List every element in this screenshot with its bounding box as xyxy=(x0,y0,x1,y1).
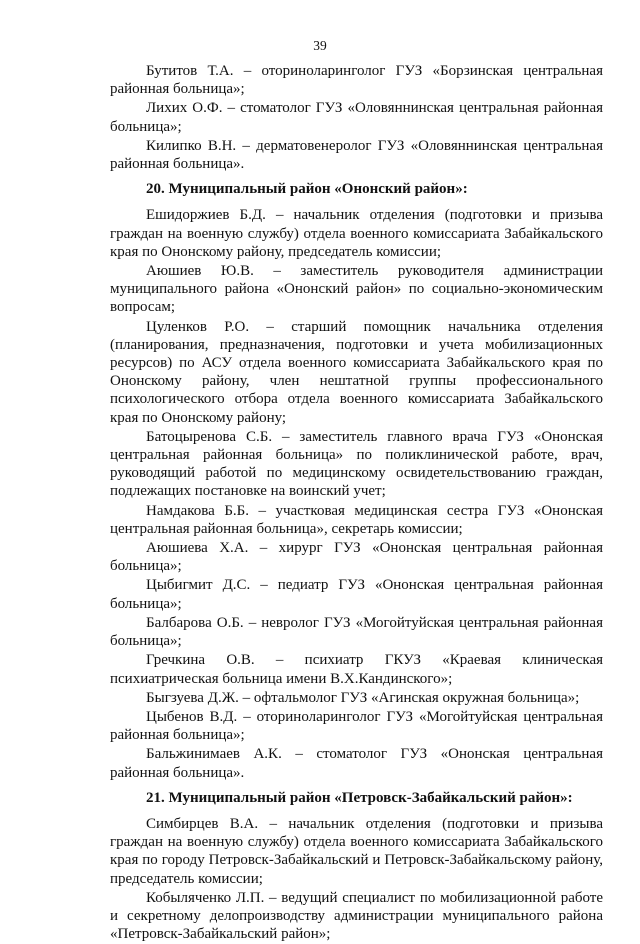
paragraph-bygzueva: Быгзуева Д.Ж. – офтальмолог ГУЗ «Агинская окружная больница»; xyxy=(146,689,580,706)
paragraph-tsulenkov: Цуленков Р.О. – старший помощник начальника отделения (планирования, предназначения, подготовки и учета мобилизационных ресурсов) по АСУ отдела военного комиссариата Забайкальского края по Ононскому району, член нештатной группы профессионального психологического отбора отдела военного комиссариата Забайкальского края по Ононскому району; xyxy=(110,318,603,426)
paragraph-batotsyrenova: Батоцыренова С.Б. – заместитель главного врача ГУЗ «Ононская центральная районная больница» по поликлинической работе, врач, руководящий работой по медицинскому освидетельствованию граждан, подлежащих постановке на воинский учет; xyxy=(110,428,603,500)
paragraph-lihih: Лихих О.Ф. – стоматолог ГУЗ «Оловяннинская центральная районная больница»; xyxy=(110,100,603,135)
paragraph-tsybenov: Цыбенов В.Д. – оториноларинголог ГУЗ «Могойтуйская центральная районная больница»; xyxy=(110,708,603,744)
section-21-heading: 21. Муниципальный район «Петровск-Забайкальский район»: xyxy=(146,789,573,806)
page-number: 39 xyxy=(313,38,327,53)
paragraph-simbirtsev: Симбирцев В.А. – начальник отделения (подготовки и призыва граждан на военную службу) отдела военного комиссариата Забайкальского края по городу Петровск-Забайкальский и Петровск-Забайкальскому району, председатель комиссии; xyxy=(110,815,603,887)
document-body xyxy=(110,62,603,944)
paragraph-ayushieva: Аюшиева Х.А. – хирург ГУЗ «Ононская центральная районная больница»; xyxy=(110,540,603,575)
section-20-heading: 20. Муниципальный район «Ононский район»: xyxy=(146,181,468,198)
paragraph-kilipko: Килипко В.Н. – дерматовенеролог ГУЗ «Оловяннинская центральная районная больница». xyxy=(110,137,603,173)
paragraph-tsybigmit: Цыбигмит Д.С. – педиатр ГУЗ «Ононская центральная районная больница»; xyxy=(110,577,603,612)
paragraph-balzhinimaev: Бальжинимаев А.К. – стоматолог ГУЗ «Ононская центральная районная больница». xyxy=(110,746,603,781)
paragraph-namdakova: Намдакова Б.Б. – участковая медицинская сестра ГУЗ «Ононская центральная районная больница», секретарь комиссии; xyxy=(110,502,603,537)
paragraph-kobylyachenko: Кобыляченко Л.П. – ведущий специалист по мобилизационной работе и секретному делопроизводству администрации муниципального района «Петровск-Забайкальский район»; xyxy=(110,889,603,943)
paragraph-ayushiev: Аюшиев Ю.В. – заместитель руководителя администрации муниципального района «Ононский район» по социально-экономическим вопросам; xyxy=(110,263,603,316)
paragraph-grechkina: Гречкина О.В. – психиатр ГКУЗ «Краевая клиническая психиатрическая больница имени В.Х.Кандинского»; xyxy=(110,652,603,687)
paragraph-butitov: Бутитов Т.А. – оториноларинголог ГУЗ «Борзинская центральная районная больница»; xyxy=(110,63,603,98)
paragraph-balbarova: Балбарова О.Б. – невролог ГУЗ «Могойтуйская центральная районная больница»; xyxy=(110,614,603,650)
paragraph-eshidorzhiev: Ешидоржиев Б.Д. – начальник отделения (подготовки и призыва граждан на военную службу) отдела военного комиссариата Забайкальского края по Ононскому району, председатель комиссии; xyxy=(110,207,603,260)
